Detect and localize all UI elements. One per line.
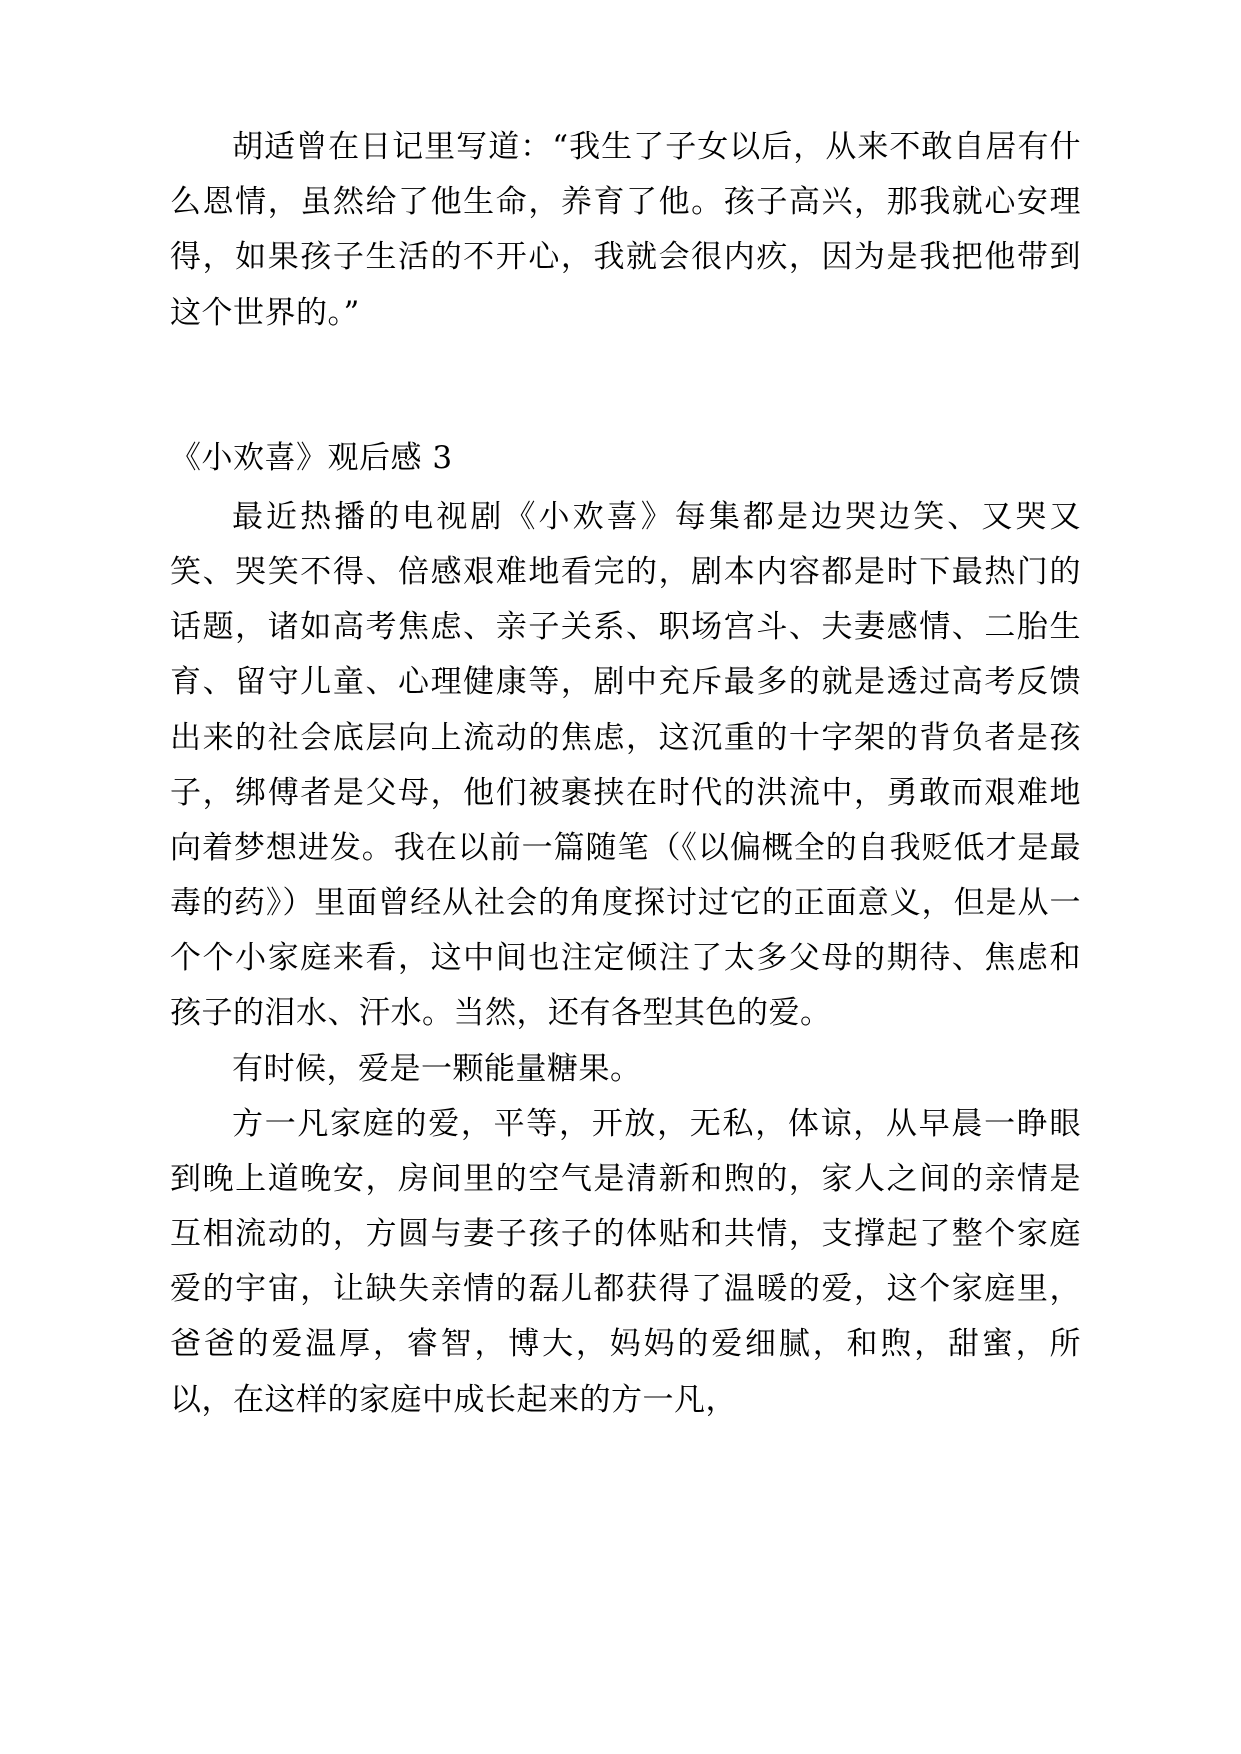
body-paragraph-3: 方一凡家庭的爱，平等，开放，无私，体谅，从早晨一睁眼到晚上道晚安，房间里的空气是清新和煦的，家人之间的亲情是互相流动的，方圆与妻子孩子的体贴和共情，支撑起了整个家庭爱的宇宙，让缺失亲情的磊儿都获得了温暖的爱，这个家庭里，爸爸的爱温厚，睿智，博大，妈妈的爱细腻，和煦，甜蜜，所以，在这样的家庭中成长起来的方一凡， [170, 1105, 1081, 1418]
quote-paragraph: 胡适曾在日记里写道：“我生了子女以后，从来不敢自居有什么恩情，虽然给了他生命，养育了他。孩子高兴，那我就心安理得，如果孩子生活的不开心，我就会很内疚，因为是我把他带到这个世界的。” [170, 129, 1081, 331]
paragraph-spacer [170, 341, 1081, 387]
document-body [170, 120, 1081, 1428]
body-paragraph-1: 最近热播的电视剧《小欢喜》每集都是边哭边笑、又哭又笑、哭笑不得、倍感艰难地看完的，剧本内容都是时下最热门的话题，诸如高考焦虑、亲子关系、职场宫斗、夫妻感情、二胎生育、留守儿童、心理健康等，剧中充斥最多的就是透过高考反馈出来的社会底层向上流动的焦虑，这沉重的十字架的背负者是孩子，绑傅者是父母，他们被裹挟在时代的洪流中，勇敢而艰难地向着梦想进发。我在以前一篇随笔（《以偏概全的自我贬低才是最毒的药》）里面曾经从社会的角度探讨过它的正面意义，但是从一个个小家庭来看，这中间也注定倾注了太多父母的期待、焦虑和孩子的泪水、汗水。当然，还有各型其色的爱。 [170, 498, 1081, 1032]
section-heading: 《小欢喜》观后感 3 [170, 439, 453, 476]
body-paragraph-2: 有时候，爱是一颗能量糖果。 [232, 1050, 642, 1087]
